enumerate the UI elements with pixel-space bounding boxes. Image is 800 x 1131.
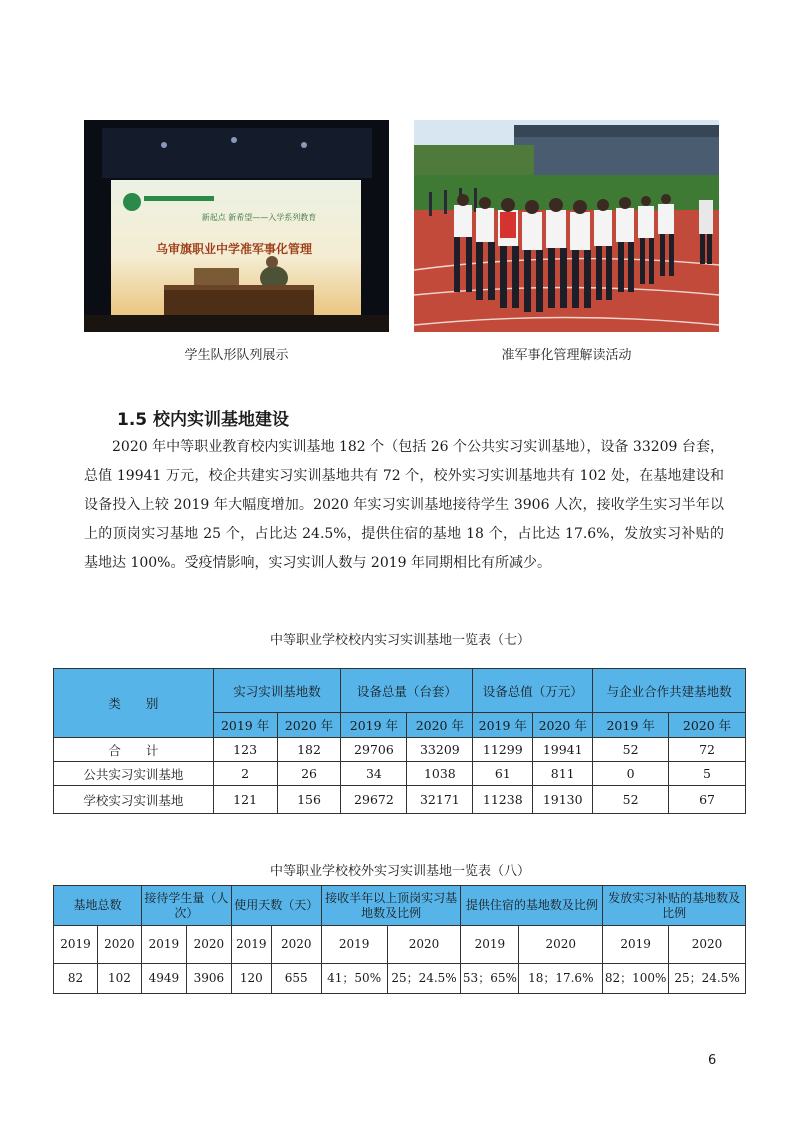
year-header: 2019	[321, 926, 387, 964]
group-header: 接收半年以上顶岗实习基地数及比例	[321, 886, 461, 926]
cell: 32171	[407, 786, 473, 814]
cell: 123	[213, 738, 277, 762]
table-7-title: 中等职业学校校内实习实训基地一览表（七）	[269, 633, 530, 648]
year-header: 2019 年	[213, 713, 277, 738]
banner-title: 乌审旗职业中学准军事化管理	[155, 242, 313, 256]
section-title: 1.5 校内实训基地建设	[117, 410, 290, 430]
year-header: 2020	[271, 926, 321, 964]
table-row	[54, 786, 746, 814]
cell: 19941	[533, 738, 593, 762]
cell: 11238	[473, 786, 533, 814]
cell: 25；24.5%	[387, 964, 461, 994]
year-header: 2020	[387, 926, 461, 964]
cell: 3906	[186, 964, 231, 994]
year-header: 2019 年	[341, 713, 407, 738]
cell: 25；24.5%	[669, 964, 746, 994]
caption-right-photo: 准军事化管理解读活动	[501, 348, 632, 363]
photo-marching-students	[414, 120, 719, 332]
cell: 2	[213, 762, 277, 786]
group-header: 提供住宿的基地数及比例	[461, 886, 603, 926]
group-header: 实习实训基地数	[213, 669, 341, 713]
cell: 67	[669, 786, 746, 814]
year-header: 2020	[519, 926, 603, 964]
table-8-off-campus-bases	[53, 885, 746, 994]
group-header: 设备总量（台套）	[341, 669, 473, 713]
group-header: 与企业合作共建基地数	[593, 669, 746, 713]
year-header: 2020	[669, 926, 746, 964]
group-header: 发放实习补贴的基地数及比例	[603, 886, 746, 926]
cell: 61	[473, 762, 533, 786]
cell: 811	[533, 762, 593, 786]
cell: 34	[341, 762, 407, 786]
banner-subtitle: 新起点 新希望——入学系列教育	[201, 213, 317, 222]
cell: 156	[277, 786, 341, 814]
year-header: 2019	[603, 926, 669, 964]
cell: 41；50%	[321, 964, 387, 994]
year-header: 2019 年	[593, 713, 669, 738]
cell: 120	[231, 964, 271, 994]
cell: 0	[593, 762, 669, 786]
row-label: 学校实习实训基地	[54, 786, 214, 814]
cell: 26	[277, 762, 341, 786]
year-header: 2020 年	[669, 713, 746, 738]
cell: 102	[97, 964, 141, 994]
cell: 82；100%	[603, 964, 669, 994]
category-header: 类 别	[54, 669, 214, 738]
cell: 52	[593, 786, 669, 814]
table-row	[54, 762, 746, 786]
group-header: 基地总数	[54, 886, 142, 926]
cell: 1038	[407, 762, 473, 786]
year-header: 2020 年	[277, 713, 341, 738]
section-paragraph: 2020 年中等职业教育校内实训基地 182 个（包括 26 个公共实习实训基地），设备 33209 台套，总值 19941 万元，校企共建实习实训基地共有 72 个，校外实习实训基地共有 102 处，在基地建设和设备投入上较 2019 年大幅度增加。2020 年实习实训基地接待学生 3906 人次，接收学生实习半年以上的顶岗实习基地 25 个，占比达 24.5%，提供住宿的基地 18 个，占比达 17.6%，发放实习补贴的基地达 100%。受疫情影响，实习实训人数与 2019 年同期相比有所减少。	[84, 439, 724, 571]
year-header: 2019	[54, 926, 98, 964]
group-header: 使用天数（天）	[231, 886, 321, 926]
table-8-title: 中等职业学校校外实习实训基地一览表（八）	[269, 864, 530, 879]
cell: 29706	[341, 738, 407, 762]
row-label: 公共实习实训基地	[54, 762, 214, 786]
cell: 72	[669, 738, 746, 762]
cell: 29672	[341, 786, 407, 814]
cell: 121	[213, 786, 277, 814]
cell: 33209	[407, 738, 473, 762]
cell: 53；65%	[461, 964, 519, 994]
year-header: 2020	[97, 926, 141, 964]
table-row	[54, 964, 746, 994]
cell: 19130	[533, 786, 593, 814]
table-7-on-campus-bases	[53, 668, 746, 814]
cell: 82	[54, 964, 98, 994]
cell: 182	[277, 738, 341, 762]
year-header: 2019 年	[473, 713, 533, 738]
cell: 655	[271, 964, 321, 994]
page-number: 6	[708, 1053, 717, 1068]
row-label: 合 计	[54, 738, 214, 762]
year-header: 2019	[231, 926, 271, 964]
group-header: 接待学生量（人次）	[141, 886, 231, 926]
cell: 11299	[473, 738, 533, 762]
year-header: 2019	[141, 926, 186, 964]
cell: 5	[669, 762, 746, 786]
caption-left-photo: 学生队形队列展示	[184, 348, 289, 363]
table-row	[54, 738, 746, 762]
photo-auditorium-lecture	[84, 120, 389, 332]
cell: 4949	[141, 964, 186, 994]
cell: 52	[593, 738, 669, 762]
year-header: 2020	[186, 926, 231, 964]
group-header: 设备总值（万元）	[473, 669, 593, 713]
year-header: 2020 年	[407, 713, 473, 738]
year-header: 2019	[461, 926, 519, 964]
cell: 18；17.6%	[519, 964, 603, 994]
year-header: 2020 年	[533, 713, 593, 738]
